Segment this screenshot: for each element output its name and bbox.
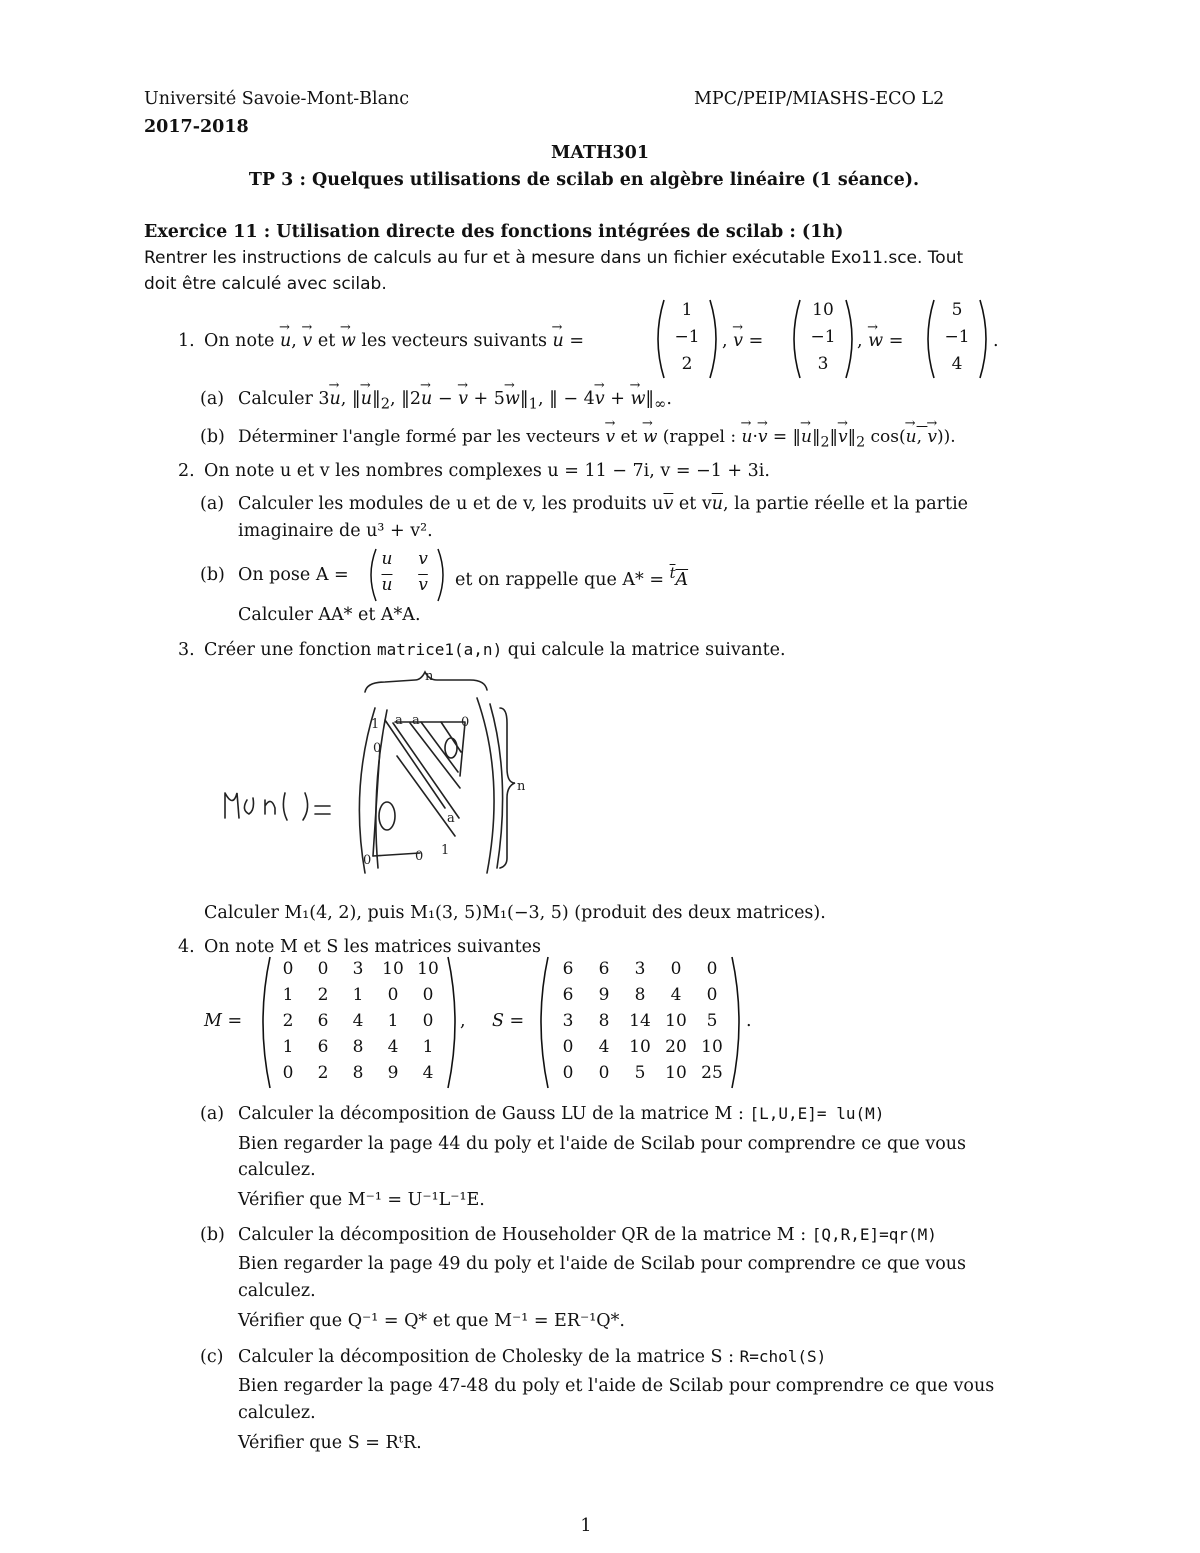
q2-number: 2. (178, 461, 195, 481)
handwritten-matrix-sketch (215, 668, 545, 883)
university-name: Université Savoie-Mont-Blanc (144, 89, 410, 109)
matrix-M-entry: 8 (352, 1063, 364, 1083)
sketch-top-label: n (425, 669, 434, 684)
matrix-M-entry: 1 (387, 1011, 399, 1031)
matrix-M-entry: 2 (282, 1011, 294, 1031)
matrix-M-entry: 8 (352, 1037, 364, 1057)
matrix-S-entry: 14 (629, 1011, 651, 1031)
matrix-M-entry: 1 (282, 1037, 294, 1057)
sketch-entry: 0 (461, 715, 470, 730)
vector-w-entry: 5 (951, 300, 963, 320)
page-number: 1 (580, 1516, 592, 1536)
matrix-S-entry: 3 (634, 959, 646, 979)
q4-number: 4. (178, 937, 195, 957)
q4c-label: (c) (200, 1347, 224, 1367)
matrix-S-entry: 0 (670, 959, 682, 979)
vector-u-entry: 1 (681, 300, 693, 320)
vector-u-entry: −1 (674, 327, 700, 347)
matrix-M-entry: 4 (422, 1063, 434, 1083)
q4c-line2: Bien regarder la page 47-48 du poly et l'aide de Scilab pour comprendre ce que vous (238, 1376, 995, 1396)
matrix-M-entry: 3 (352, 959, 364, 979)
academic-year: 2017-2018 (144, 117, 249, 137)
sketch-entry: 1 (371, 717, 380, 732)
q4b-label: (b) (200, 1225, 225, 1245)
matrix-M-entry: 2 (317, 985, 329, 1005)
vector-v-entry: 10 (812, 300, 834, 320)
sketch-entry: 0 (363, 853, 372, 868)
sketch-entry: 0 (373, 741, 382, 756)
matrix-S-label: S = (492, 1011, 525, 1031)
q2b-text2: et on rappelle que A* = $^t$A (455, 565, 689, 590)
q1-sentence: On note u → , v → et w → les vecteurs suivants u → = (204, 320, 585, 351)
matrix-S-entry: 6 (562, 959, 574, 979)
q2b-label: (b) (200, 565, 225, 585)
vector-v: v → (301, 320, 313, 351)
q2a-line2: imaginaire de u³ + v². (238, 521, 433, 541)
matrix-M-entry: 0 (387, 985, 399, 1005)
sketch-entry: a (412, 713, 420, 728)
q1a-label: (a) (200, 389, 225, 409)
q4b-line4: Vérifier que Q⁻¹ = Q* et que M⁻¹ = ER⁻¹Q*. (238, 1311, 625, 1331)
matrix-S-entry: 3 (562, 1011, 574, 1031)
q3-text: Créer une fonction matrice1(a,n) qui calcule la matrice suivante. (204, 640, 786, 660)
q1b-label: (b) (200, 427, 225, 447)
matrix-S-entry: 4 (598, 1037, 610, 1057)
matrix-S-entry: 0 (562, 1063, 574, 1083)
q2a-line1: Calculer les modules de u et de v, les produits $u\overline{v}$ et $v\overline{u}$, la partie réelle et la partie (238, 494, 969, 514)
matrix-M-entry: 6 (317, 1011, 329, 1031)
sketch-entry: a (395, 713, 403, 728)
vector-w: w → (339, 320, 356, 351)
q2a-label: (a) (200, 494, 225, 514)
matrix-M-entry: 0 (317, 959, 329, 979)
matrix-S-entry: 4 (670, 985, 682, 1005)
q2b-text: On pose A = (238, 565, 349, 585)
matrix-M-entry: 6 (317, 1037, 329, 1057)
course-code: MATH301 (550, 143, 650, 163)
matrix-S-entry: 10 (701, 1037, 723, 1057)
q2-text: On note u et v les nombres complexes u = 11 − 7i, v = −1 + 3i. (204, 461, 770, 481)
vector-v-matrix (788, 298, 858, 380)
matrix-A: u v $\overline{u}$ $\overline{v}$ (366, 547, 448, 603)
matrix-M-entry: 10 (382, 959, 404, 979)
matrix-M-entry: 0 (282, 1063, 294, 1083)
sketch-entry: 1 (441, 843, 450, 858)
program-name: MPC/PEIP/MIASHS-ECO L2 (694, 89, 945, 109)
q3-after: Calculer M₁(4, 2), puis M₁(3, 5)M₁(−3, 5) (produit des deux matrices). (204, 903, 826, 923)
sketch-entry: 0 (415, 849, 424, 864)
vector-w-entry: −1 (944, 327, 970, 347)
matrix-M-entry: 0 (422, 1011, 434, 1031)
exercise-intro-line1: Rentrer les instructions de calculs au fur et à mesure dans un fichier exécutable Exo11.sce. Tout (144, 248, 964, 268)
q4b-text: Calculer la décomposition de Householder QR de la matrice M : [Q,R,E]=qr(M) (238, 1225, 937, 1245)
exercise-heading: Exercice 11 : Utilisation directe des fonctions intégrées de scilab : (1h) (144, 222, 844, 242)
vector-v-entry: −1 (810, 327, 836, 347)
q4a-line4: Vérifier que M⁻¹ = U⁻¹L⁻¹E. (238, 1190, 485, 1210)
q4a-line2: Bien regarder la page 44 du poly et l'aide de Scilab pour comprendre ce que vous (238, 1134, 967, 1154)
matrix-M-entry: 10 (417, 959, 439, 979)
q2b-text3: Calculer AA* et A*A. (238, 605, 421, 625)
matrix-M-entry: 1 (352, 985, 364, 1005)
vector-w-matrix (922, 298, 992, 380)
matrix-M-label: M = (204, 1011, 243, 1031)
matrix-S-entry: 9 (598, 985, 610, 1005)
exercise-intro-line2: doit être calculé avec scilab. (144, 274, 387, 294)
sketch-entry: a (447, 811, 455, 826)
matrix-S-entry: 0 (598, 1063, 610, 1083)
page-title: TP 3 : Quelques utilisations de scilab en algèbre linéaire (1 séance). (248, 170, 920, 190)
sketch-right-label: n (517, 779, 526, 794)
matrix-S-entry: 5 (634, 1063, 646, 1083)
q1-number: 1. (178, 331, 195, 351)
vector-u-entry: 2 (681, 354, 693, 374)
q4-text: On note M et S les matrices suivantes (204, 937, 541, 957)
matrix-S-entry: 0 (706, 959, 718, 979)
q4a-text: Calculer la décomposition de Gauss LU de la matrice M : [L,U,E]= lu(M) (238, 1104, 885, 1124)
q1b-text: Déterminer l'angle formé par les vecteurs v → et w → (rappel : u → ·v → = ‖u → $‖_2‖v$ → $‖_2$ cos(u → , v → )). (238, 416, 956, 451)
matrix-S-entry: 8 (598, 1011, 610, 1031)
matrix-S-entry: 8 (634, 985, 646, 1005)
vector-v-entry: 3 (817, 354, 829, 374)
matrix-S-entry: 0 (562, 1037, 574, 1057)
matrix-S-entry: 5 (706, 1011, 718, 1031)
matrix-S-entry: 6 (562, 985, 574, 1005)
matrix-M-entry: 1 (282, 985, 294, 1005)
matrix-S-entry: 10 (665, 1011, 687, 1031)
q4c-text: Calculer la décomposition de Cholesky de la matrice S : R=chol(S) (238, 1347, 827, 1367)
matrix-M-entry: 2 (317, 1063, 329, 1083)
matrix-S-entry: 0 (706, 985, 718, 1005)
vector-u: u → (278, 320, 292, 351)
matrix-S-entry: 10 (665, 1063, 687, 1083)
q4c-line4: Vérifier que S = RᵗR. (238, 1433, 422, 1453)
vector-w-entry: 4 (951, 354, 963, 374)
q4c-line3: calculez. (238, 1403, 316, 1423)
matrix-S-entry: 25 (701, 1063, 723, 1083)
matrix-M-entry: 1 (422, 1037, 434, 1057)
matrix-S-entry: 20 (665, 1037, 687, 1057)
q4a-label: (a) (200, 1104, 225, 1124)
q4a-line3: calculez. (238, 1160, 316, 1180)
matrix-M-entry: 4 (387, 1037, 399, 1057)
matrix-S (534, 955, 746, 1090)
q4b-line2: Bien regarder la page 49 du poly et l'aide de Scilab pour comprendre ce que vous (238, 1254, 967, 1274)
matrix-S-entry: 6 (598, 959, 610, 979)
matrix-M-entry: 9 (387, 1063, 399, 1083)
matrix-M (256, 955, 462, 1090)
matrix-S-entry: 10 (629, 1037, 651, 1057)
q4b-line3: calculez. (238, 1281, 316, 1301)
matrix-M-entry: 0 (282, 959, 294, 979)
matrix-M-entry: 0 (422, 985, 434, 1005)
matrix-M-entry: 4 (352, 1011, 364, 1031)
vector-u-matrix (652, 298, 722, 380)
q3-number: 3. (178, 640, 195, 660)
q1a-text: Calculer 3u → , ‖u → $‖_2$, ‖2u → − v → + 5w → $‖_1$, ‖ − 4v → + w → $‖_\infty$. (238, 378, 672, 413)
